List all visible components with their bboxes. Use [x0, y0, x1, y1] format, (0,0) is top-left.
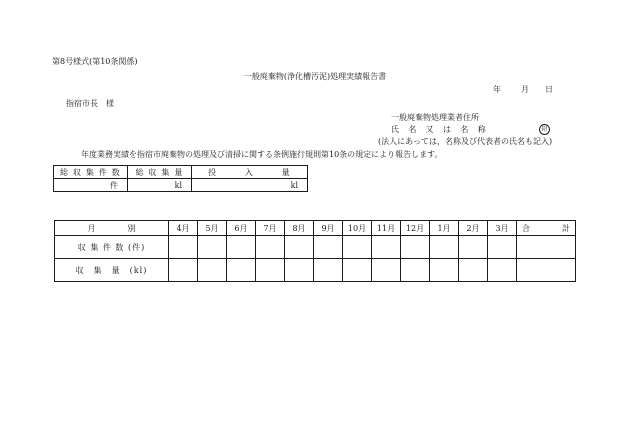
summary-unit-count: 件 — [54, 179, 128, 192]
data-cell[interactable] — [459, 236, 488, 259]
form-number: 第8号様式(第10条関係) — [52, 57, 138, 66]
data-cell[interactable] — [285, 236, 314, 259]
summary-table — [53, 165, 308, 192]
data-cell[interactable] — [169, 236, 198, 259]
month-header: 7月 — [256, 221, 285, 236]
data-cell[interactable] — [314, 236, 343, 259]
total-cell[interactable] — [517, 236, 576, 259]
report-statement: 年度業務実績を指宿市廃棄物の処理及び清掃に関する条例施行規則第10条の規定により報告します。 — [81, 150, 443, 159]
data-cell[interactable] — [343, 259, 372, 282]
summary-value-row — [54, 179, 308, 192]
data-cell[interactable] — [488, 236, 517, 259]
row-label-collection-count: 収 集 件 数 (件) — [55, 236, 169, 259]
document-title: 一般廃棄物(浄化槽汚泥)処理実績報告書 — [243, 72, 387, 81]
data-cell[interactable] — [372, 236, 401, 259]
date-month-label: 月 — [521, 85, 529, 94]
data-cell[interactable] — [227, 236, 256, 259]
month-header: 2月 — [459, 221, 488, 236]
addressee: 指宿市長 様 — [66, 99, 114, 108]
submitter-address-label: 一般廃棄物処理業者住所 — [391, 113, 479, 122]
data-cell[interactable] — [169, 259, 198, 282]
seal-mark: 印 — [539, 124, 550, 135]
row-label-collection-volume: 収 集 量 (kl) — [55, 259, 169, 282]
data-cell[interactable] — [401, 236, 430, 259]
corporate-note: (法人にあっては，名称及び代表者の氏名も記入) — [378, 137, 553, 146]
data-cell[interactable] — [459, 259, 488, 282]
data-cell[interactable] — [198, 236, 227, 259]
month-header: 11月 — [372, 221, 401, 236]
data-cell[interactable] — [256, 236, 285, 259]
total-cell[interactable] — [517, 259, 576, 282]
month-header: 1月 — [430, 221, 459, 236]
summary-header-input-volume: 投 入 量 — [192, 166, 308, 179]
data-cell[interactable] — [401, 259, 430, 282]
month-header: 6月 — [227, 221, 256, 236]
data-cell[interactable] — [227, 259, 256, 282]
month-header: 8月 — [285, 221, 314, 236]
month-header: 10月 — [343, 221, 372, 236]
data-cell[interactable] — [314, 259, 343, 282]
date-year-label: 年 — [493, 85, 501, 94]
data-cell[interactable] — [198, 259, 227, 282]
data-cell[interactable] — [285, 259, 314, 282]
summary-unit-volume: kl — [128, 179, 192, 192]
monthly-corner-label: 月 別 — [55, 221, 169, 236]
month-header: 5月 — [198, 221, 227, 236]
summary-header-total-volume: 総 収 集 量 — [128, 166, 192, 179]
monthly-total-label: 合 計 — [517, 221, 576, 236]
summary-header-total-count: 総 収 集 件 数 — [54, 166, 128, 179]
date-day-label: 日 — [545, 85, 553, 94]
monthly-row-collection-count — [55, 236, 576, 259]
data-cell[interactable] — [372, 259, 401, 282]
summary-header-row — [54, 166, 308, 179]
data-cell[interactable] — [256, 259, 285, 282]
data-cell[interactable] — [430, 259, 459, 282]
summary-unit-input: kl — [192, 179, 308, 192]
monthly-table — [54, 220, 576, 282]
submitter-name-label: 氏 名 又 は 名 称 — [391, 125, 490, 134]
month-header: 4月 — [169, 221, 198, 236]
month-header: 12月 — [401, 221, 430, 236]
data-cell[interactable] — [430, 236, 459, 259]
data-cell[interactable] — [488, 259, 517, 282]
month-header: 9月 — [314, 221, 343, 236]
monthly-row-collection-volume — [55, 259, 576, 282]
data-cell[interactable] — [343, 236, 372, 259]
monthly-header-row — [55, 221, 576, 236]
month-header: 3月 — [488, 221, 517, 236]
